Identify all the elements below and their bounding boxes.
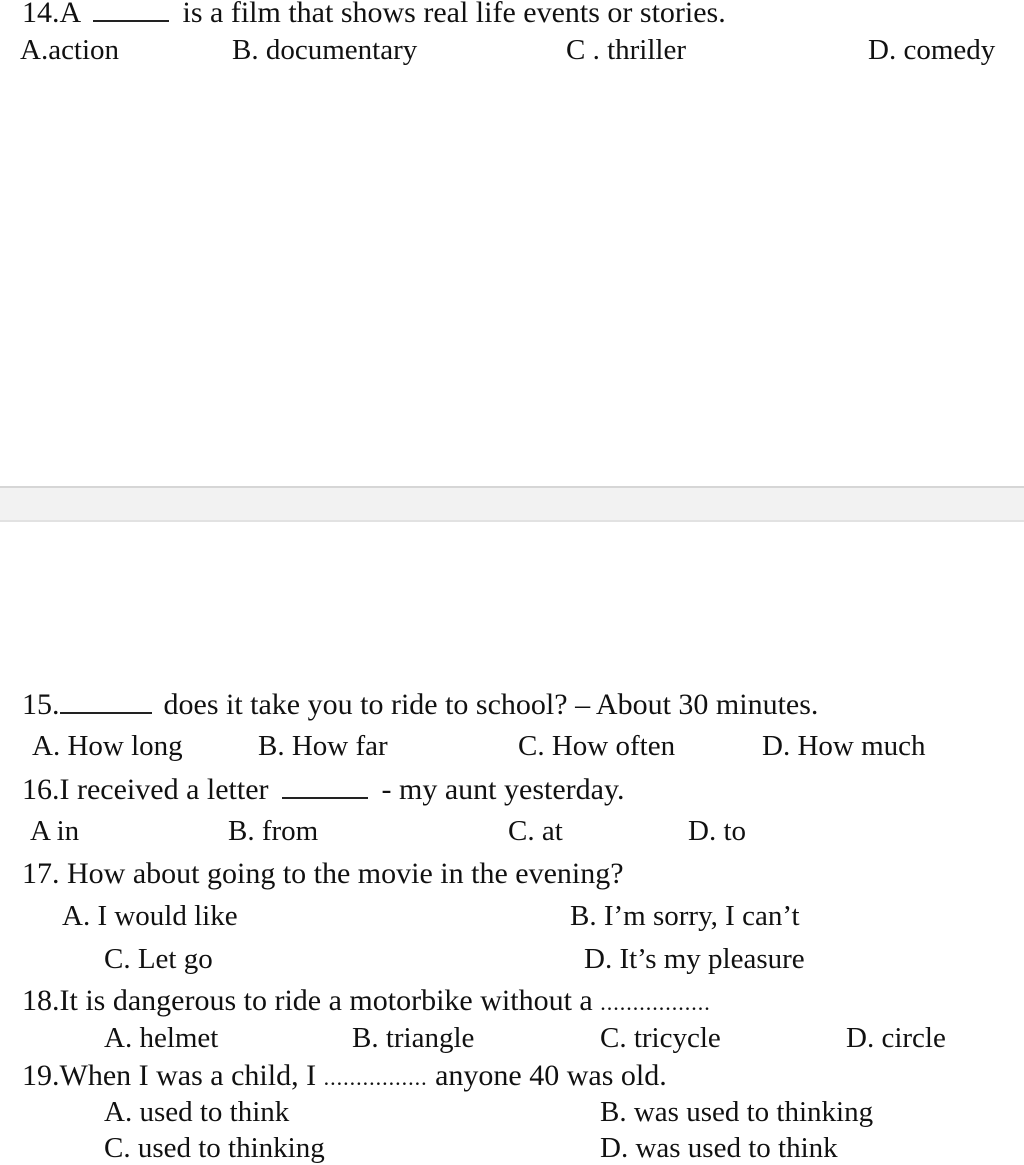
- q19-option-c[interactable]: C. used to thinking: [104, 1132, 325, 1164]
- q14-option-b[interactable]: B. documentary: [232, 34, 418, 66]
- q19-option-d[interactable]: D. was used to think: [600, 1132, 838, 1164]
- question-19-suffix: anyone 40 was old.: [435, 1059, 667, 1092]
- q15-option-a[interactable]: A. How long: [32, 730, 183, 762]
- q14-option-a[interactable]: A.action: [20, 34, 120, 66]
- page-divider: [0, 486, 1024, 522]
- answer-blank: [60, 690, 152, 714]
- question-17: 17. How about going to the movie in the evening?: [22, 857, 624, 890]
- q19-option-b[interactable]: B. was used to thinking: [600, 1096, 874, 1128]
- question-19: [22, 1059, 667, 1095]
- question-16-suffix: - my aunt yesterday.: [381, 773, 625, 806]
- q18-option-a[interactable]: A. helmet: [104, 1022, 219, 1054]
- q17-option-d[interactable]: D. It’s my pleasure: [584, 943, 805, 975]
- question-19-prefix: 19.When I was a child, I: [22, 1059, 317, 1092]
- q18-option-c[interactable]: C. tricycle: [600, 1022, 721, 1054]
- answer-blank: [282, 775, 368, 799]
- question-16: [22, 773, 625, 807]
- question-15: [22, 688, 818, 722]
- question-14: [22, 0, 726, 30]
- q17-option-c[interactable]: C. Let go: [104, 943, 213, 975]
- question-15-prefix: 15.: [22, 688, 60, 721]
- answer-blank-dots: .................: [600, 990, 711, 1015]
- q15-option-c[interactable]: C. How often: [518, 730, 676, 762]
- q16-option-a[interactable]: A in: [30, 815, 80, 847]
- question-16-prefix: 16.I received a letter: [22, 773, 269, 806]
- q16-option-d[interactable]: D. to: [688, 815, 746, 847]
- q17-option-b[interactable]: B. I’m sorry, I can’t: [570, 900, 800, 932]
- answer-blank-dots: ................: [323, 1065, 428, 1090]
- q18-option-d[interactable]: D. circle: [846, 1022, 946, 1054]
- question-15-suffix: does it take you to ride to school? – About 30 minutes.: [163, 688, 819, 721]
- q16-option-c[interactable]: C. at: [508, 815, 563, 847]
- question-14-suffix: is a film that shows real life events or stories.: [182, 0, 726, 29]
- q14-option-d[interactable]: D. comedy: [868, 34, 996, 66]
- q15-option-b[interactable]: B. How far: [258, 730, 388, 762]
- q18-option-b[interactable]: B. triangle: [352, 1022, 475, 1054]
- q14-option-c[interactable]: C . thriller: [566, 34, 687, 66]
- q16-option-b[interactable]: B. from: [228, 815, 319, 847]
- q15-option-d[interactable]: D. How much: [762, 730, 926, 762]
- q19-option-a[interactable]: A. used to think: [104, 1096, 290, 1128]
- q17-option-a[interactable]: A. I would like: [62, 900, 238, 932]
- question-18-prefix: 18.It is dangerous to ride a motorbike without a: [22, 984, 593, 1017]
- question-14-prefix: 14.A: [22, 0, 80, 29]
- question-18: [22, 984, 711, 1020]
- answer-blank: [93, 0, 169, 22]
